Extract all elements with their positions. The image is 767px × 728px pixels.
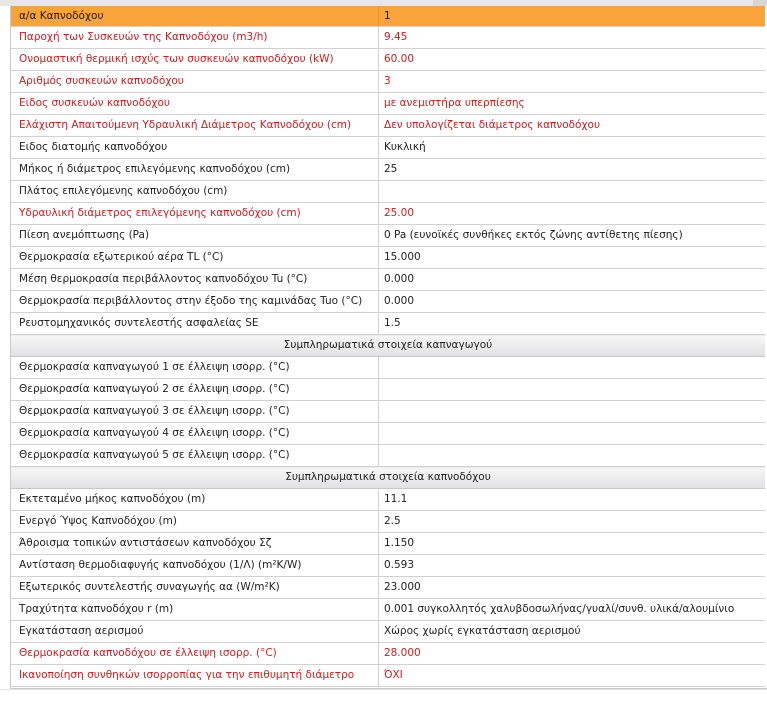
chimney-property-label: Εγκατάσταση αερισμού [11,621,378,643]
chimney-property-row-7[interactable] [11,643,765,665]
property-value[interactable]: 60.00 [378,49,765,71]
section-flue-pipe-title: Συμπληρωματικά στοιχεία καπναγωγού [11,335,765,357]
chimney-property-label: Άθροισμα τοπικών αντιστάσεων καπνοδόχου Σζ [11,533,378,555]
section-chimney-title: Συμπληρωματικά στοιχεία καπνοδόχου [11,467,765,489]
property-label: Πίεση ανεμόπτωσης (Pa) [11,225,378,247]
property-value[interactable]: 0.000 [378,269,765,291]
property-label: Πλάτος επιλεγόμενης καπνοδόχου (cm) [11,181,378,203]
chimney-property-row-5[interactable] [11,599,765,621]
property-value[interactable]: 25.00 [378,203,765,225]
chimney-property-value[interactable]: 11.1 [378,489,765,511]
flue-pipe-temp-row-2[interactable] [11,401,765,423]
flue-pipe-temp-label: Θερμοκρασία καπναγωγού 3 σε έλλειψη ισορρ. (°C) [11,401,378,423]
property-value[interactable]: 3 [378,71,765,93]
property-row-4[interactable] [11,115,765,137]
chimney-property-row-6[interactable] [11,621,765,643]
property-row-6[interactable] [11,159,765,181]
property-label: Ελάχιστη Απαιτούμενη Υδραυλική Διάμετρος Καπνοδόχου (cm) [11,115,378,137]
flue-pipe-temp-value[interactable] [378,379,765,401]
property-row-0[interactable] [11,27,765,49]
flue-pipe-temp-label: Θερμοκρασία καπναγωγού 2 σε έλλειψη ισορρ. (°C) [11,379,378,401]
flue-pipe-temp-label: Θερμοκρασία καπναγωγού 1 σε έλλειψη ισορρ. (°C) [11,357,378,379]
flue-pipe-temp-value[interactable] [378,423,765,445]
property-label: Θερμοκρασία εξωτερικού αέρα TL (°C) [11,247,378,269]
chimney-property-row-8[interactable] [11,665,765,687]
chimney-property-value[interactable]: ΌΧΙ [378,665,765,687]
property-label: Θερμοκρασία περιβάλλοντος στην έξοδο της καμινάδας Tuo (°C) [11,291,378,313]
property-row-9[interactable] [11,225,765,247]
flue-pipe-temp-label: Θερμοκρασία καπναγωγού 5 σε έλλειψη ισορρ. (°C) [11,445,378,467]
chimney-property-value[interactable]: Χώρος χωρίς εγκατάσταση αερισμού [378,621,765,643]
property-value[interactable] [378,181,765,203]
property-row-8[interactable] [11,203,765,225]
property-value[interactable]: 9.45 [378,27,765,49]
chimney-property-label: Θερμοκρασία καπνοδόχου σε έλλειψη ισορρ. (°C) [11,643,378,665]
property-row-12[interactable] [11,291,765,313]
section-chimney [11,467,765,489]
properties-grid-frame [10,6,767,689]
chimney-property-row-1[interactable] [11,511,765,533]
flue-pipe-temp-value[interactable] [378,357,765,379]
property-label: Ειδος συσκευών καπνοδόχου [11,93,378,115]
property-value[interactable]: 0 Pa (ευνοϊκές συνθήκες εκτός ζώνης αντίθετης πίεσης) [378,225,765,247]
property-label: Ρευστομηχανικός συντελεστής ασφαλείας SE [11,313,378,335]
chimney-property-value[interactable]: 1.150 [378,533,765,555]
property-label: Ονομαστική θερμική ισχύς των συσκευών καπνοδόχου (kW) [11,49,378,71]
chimney-property-label: Αντίσταση θερμοδιαφυγής καπνοδόχου (1/Λ) (m²K/W) [11,555,378,577]
property-value[interactable]: 0.000 [378,291,765,313]
chimney-property-label: Τραχύτητα καπνοδόχου r (m) [11,599,378,621]
property-row-2[interactable] [11,71,765,93]
flue-pipe-temp-value[interactable] [378,401,765,423]
chimney-property-row-0[interactable] [11,489,765,511]
flue-pipe-temp-row-0[interactable] [11,357,765,379]
chimney-property-value[interactable]: 2.5 [378,511,765,533]
chimney-property-label: Εκτεταμένο μήκος καπνοδόχου (m) [11,489,378,511]
chimney-property-label: Εξωτερικός συντελεστής συναγωγής αα (W/m²K) [11,577,378,599]
chimney-property-label: Ενεργό Ύψος Καπνοδόχου (m) [11,511,378,533]
property-value[interactable]: Κυκλική [378,137,765,159]
flue-pipe-temp-row-4[interactable] [11,445,765,467]
chimney-property-value[interactable]: 0.593 [378,555,765,577]
property-label: Μήκος ή διάμετρος επιλεγόμενης καπνοδόχου (cm) [11,159,378,181]
chimney-property-label: Ικανοποίηση συνθηκών ισορροπίας για την επιθυμητή διάμετρο [11,665,378,687]
property-label: Αριθμός συσκευών καπνοδόχου [11,71,378,93]
property-row-11[interactable] [11,269,765,291]
header-row[interactable] [11,6,765,27]
property-label: Μέση θερμοκρασία περιβάλλοντος καπνοδόχου Tu (°C) [11,269,378,291]
chimney-property-value[interactable]: 28.000 [378,643,765,665]
flue-pipe-temp-value[interactable] [378,445,765,467]
property-value[interactable]: Δεν υπολογίζεται διάμετρος καπνοδόχου [378,115,765,137]
property-value[interactable]: 15.000 [378,247,765,269]
chimney-property-row-2[interactable] [11,533,765,555]
left-margin [0,6,10,688]
property-row-5[interactable] [11,137,765,159]
flue-pipe-temp-label: Θερμοκρασία καπναγωγού 4 σε έλλειψη ισορρ. (°C) [11,423,378,445]
property-row-3[interactable] [11,93,765,115]
flue-pipe-temp-row-3[interactable] [11,423,765,445]
property-row-13[interactable] [11,313,765,335]
property-row-1[interactable] [11,49,765,71]
property-label: Υδραυλική διάμετρος επιλεγόμενης καπνοδόχου (cm) [11,203,378,225]
bottom-rule [0,689,767,690]
property-value[interactable]: 1.5 [378,313,765,335]
property-label: Ειδος διατομής καπνοδόχου [11,137,378,159]
header-value: 1 [378,6,765,27]
properties-table [11,6,765,687]
property-label: Παροχή των Συσκευών της Καπνοδόχου (m3/h) [11,27,378,49]
property-value[interactable]: 25 [378,159,765,181]
property-row-7[interactable] [11,181,765,203]
chimney-property-value[interactable]: 23.000 [378,577,765,599]
chimney-property-value[interactable]: 0.001 συγκολλητός χαλυβδοσωλήνας/γυαλί/συνθ. υλικά/αλουμίνιο [378,599,765,621]
property-row-10[interactable] [11,247,765,269]
flue-pipe-temp-row-1[interactable] [11,379,765,401]
chimney-property-row-3[interactable] [11,555,765,577]
header-label: α/α Καπνοδόχου [11,6,378,27]
chimney-property-row-4[interactable] [11,577,765,599]
section-flue-pipe [11,335,765,357]
property-value[interactable]: με ανεμιστήρα υπερπίεσης [378,93,765,115]
